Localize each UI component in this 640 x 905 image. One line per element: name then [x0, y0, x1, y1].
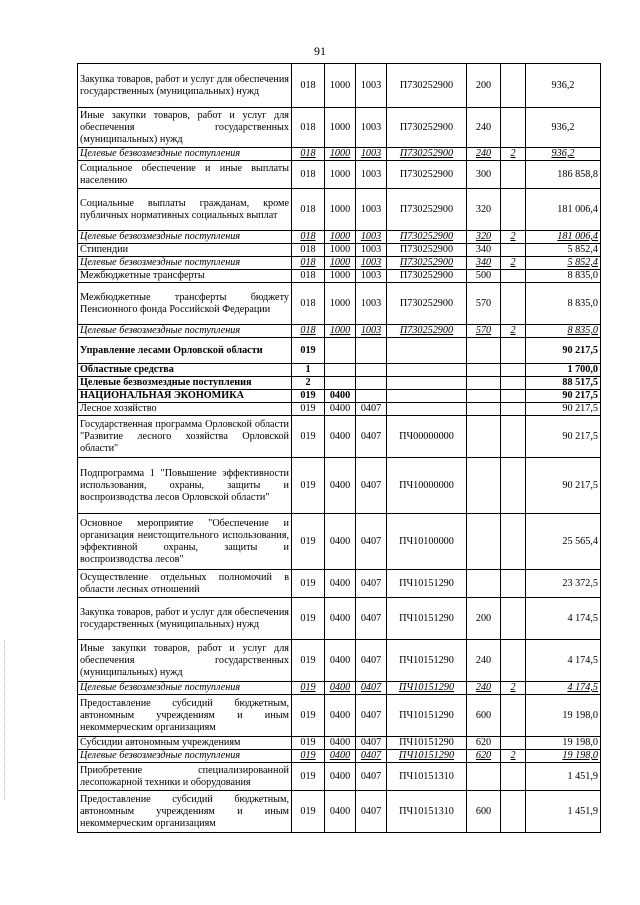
ministry-code: 019 [292, 640, 325, 682]
ministry-code: 018 [292, 270, 325, 283]
amount: 90 217,5 [526, 416, 601, 458]
target-article-code [387, 338, 467, 364]
source-code: 2 [501, 750, 526, 763]
subsection-code: 0407 [356, 640, 387, 682]
row-name: Стипендии [78, 244, 292, 257]
target-article-code: П730252900 [387, 231, 467, 244]
table-row [78, 737, 601, 750]
source-code [501, 403, 526, 416]
source-code [501, 570, 526, 598]
subsection-code: 0407 [356, 791, 387, 833]
amount: 186 858,8 [526, 161, 601, 189]
table-row [78, 791, 601, 833]
amount: 19 198,0 [526, 737, 601, 750]
table-body [78, 64, 601, 833]
row-name: Закупка товаров, работ и услуг для обеспечения государственных (муниципальных) нужд [78, 64, 292, 108]
subsection-code: 1003 [356, 283, 387, 325]
row-name: Межбюджетные трансферты [78, 270, 292, 283]
ministry-code: 019 [292, 682, 325, 695]
target-article-code: ПЧ10000000 [387, 458, 467, 514]
source-code [501, 640, 526, 682]
amount: 936,2 [526, 148, 601, 161]
row-name: Приобретение специализированной лесопожарной техники и оборудования [78, 763, 292, 791]
source-code [501, 598, 526, 640]
amount: 936,2 [526, 64, 601, 108]
table-row [78, 325, 601, 338]
subsection-code: 0407 [356, 682, 387, 695]
ministry-code: 019 [292, 458, 325, 514]
subsection-code: 1003 [356, 148, 387, 161]
source-code: 2 [501, 682, 526, 695]
table-row [78, 403, 601, 416]
subsection-code: 0407 [356, 737, 387, 750]
subsection-code [356, 390, 387, 403]
target-article-code: П730252900 [387, 148, 467, 161]
row-name: Предоставление субсидий бюджетным, автономным учреждениям и иным некоммерческим организациям [78, 695, 292, 737]
target-article-code: П730252900 [387, 244, 467, 257]
table-row [78, 377, 601, 390]
section-code: 0400 [325, 416, 356, 458]
table-row [78, 231, 601, 244]
expense-type-code: 620 [467, 737, 501, 750]
row-name: Осуществление отдельных полномочий в области лесных отношений [78, 570, 292, 598]
amount: 25 565,4 [526, 514, 601, 570]
subsection-code: 0407 [356, 750, 387, 763]
amount: 4 174,5 [526, 640, 601, 682]
subsection-code: 0407 [356, 416, 387, 458]
target-article-code: П730252900 [387, 270, 467, 283]
ministry-code: 019 [292, 791, 325, 833]
ministry-code: 019 [292, 416, 325, 458]
target-article-code: ПЧ10151290 [387, 598, 467, 640]
amount: 90 217,5 [526, 390, 601, 403]
section-code: 0400 [325, 791, 356, 833]
expense-type-code: 300 [467, 161, 501, 189]
expense-type-code: 600 [467, 791, 501, 833]
table-row [78, 695, 601, 737]
expense-type-code [467, 338, 501, 364]
expense-type-code: 200 [467, 598, 501, 640]
table-row [78, 416, 601, 458]
source-code [501, 416, 526, 458]
table-row [78, 64, 601, 108]
row-name: Целевые безвозмездные поступления [78, 682, 292, 695]
expense-type-code [467, 570, 501, 598]
amount: 1 451,9 [526, 763, 601, 791]
row-name: Основное мероприятие "Обеспечение и организация неистощительного использования, эффективной охраны, защиты и воспроизводства лесов" [78, 514, 292, 570]
source-code [501, 791, 526, 833]
expense-type-code: 570 [467, 283, 501, 325]
subsection-code [356, 377, 387, 390]
target-article-code: П730252900 [387, 189, 467, 231]
ministry-code: 019 [292, 695, 325, 737]
subsection-code: 0407 [356, 763, 387, 791]
table-row [78, 244, 601, 257]
target-article-code [387, 364, 467, 377]
ministry-code: 018 [292, 64, 325, 108]
subsection-code: 0407 [356, 570, 387, 598]
target-article-code: П730252900 [387, 257, 467, 270]
ministry-code: 019 [292, 514, 325, 570]
target-article-code [387, 377, 467, 390]
subsection-code: 1003 [356, 244, 387, 257]
table-row [78, 283, 601, 325]
ministry-code: 018 [292, 244, 325, 257]
section-code: 1000 [325, 108, 356, 148]
amount: 4 174,5 [526, 598, 601, 640]
section-code: 0400 [325, 695, 356, 737]
ministry-code: 2 [292, 377, 325, 390]
table-row [78, 189, 601, 231]
expense-type-code: 500 [467, 270, 501, 283]
table-row [78, 763, 601, 791]
table-row [78, 161, 601, 189]
target-article-code: ПЧ10151310 [387, 791, 467, 833]
target-article-code [387, 403, 467, 416]
row-name: Иные закупки товаров, работ и услуг для обеспечения государственных (муниципальных) нужд [78, 108, 292, 148]
table-row [78, 640, 601, 682]
row-name: Управление лесами Орловской области [78, 338, 292, 364]
budget-table [77, 63, 601, 833]
section-code: 1000 [325, 283, 356, 325]
section-code: 1000 [325, 244, 356, 257]
subsection-code: 1003 [356, 189, 387, 231]
ministry-code: 019 [292, 598, 325, 640]
subsection-code: 0407 [356, 695, 387, 737]
row-name: Социальные выплаты гражданам, кроме публичных нормативных социальных выплат [78, 189, 292, 231]
amount: 8 835,0 [526, 283, 601, 325]
target-article-code: ПЧ10151290 [387, 750, 467, 763]
expense-type-code [467, 763, 501, 791]
expense-type-code: 570 [467, 325, 501, 338]
source-code [501, 458, 526, 514]
subsection-code: 0407 [356, 403, 387, 416]
amount: 1 700,0 [526, 364, 601, 377]
section-code: 0400 [325, 458, 356, 514]
expense-type-code: 320 [467, 189, 501, 231]
subsection-code [356, 338, 387, 364]
section-code [325, 364, 356, 377]
expense-type-code: 620 [467, 750, 501, 763]
scan-edge-marks [4, 640, 7, 800]
amount: 90 217,5 [526, 403, 601, 416]
ministry-code: 018 [292, 161, 325, 189]
target-article-code: ПЧ10151310 [387, 763, 467, 791]
section-code: 1000 [325, 161, 356, 189]
amount: 90 217,5 [526, 458, 601, 514]
amount: 1 451,9 [526, 791, 601, 833]
subsection-code: 1003 [356, 108, 387, 148]
section-code [325, 338, 356, 364]
subsection-code: 1003 [356, 231, 387, 244]
target-article-code: П730252900 [387, 108, 467, 148]
table-row [78, 390, 601, 403]
table-row [78, 598, 601, 640]
source-code [501, 763, 526, 791]
ministry-code: 019 [292, 570, 325, 598]
source-code: 2 [501, 231, 526, 244]
ministry-code: 1 [292, 364, 325, 377]
table-row [78, 338, 601, 364]
table-row [78, 108, 601, 148]
amount: 181 006,4 [526, 231, 601, 244]
section-code: 0400 [325, 763, 356, 791]
row-name: Субсидии автономным учреждениям [78, 737, 292, 750]
subsection-code: 0407 [356, 458, 387, 514]
source-code [501, 338, 526, 364]
source-code [501, 244, 526, 257]
page-number: 91 [314, 44, 326, 58]
ministry-code: 018 [292, 283, 325, 325]
table-row [78, 270, 601, 283]
section-code: 1000 [325, 231, 356, 244]
row-name: Лесное хозяйство [78, 403, 292, 416]
expense-type-code [467, 364, 501, 377]
ministry-code: 018 [292, 257, 325, 270]
amount: 5 852,4 [526, 257, 601, 270]
row-name: Целевые безвозмездные поступления [78, 750, 292, 763]
amount: 19 198,0 [526, 695, 601, 737]
expense-type-code: 320 [467, 231, 501, 244]
section-code: 0400 [325, 570, 356, 598]
ministry-code: 018 [292, 325, 325, 338]
expense-type-code [467, 514, 501, 570]
ministry-code: 018 [292, 148, 325, 161]
row-name: Целевые безвозмездные поступления [78, 257, 292, 270]
source-code [501, 390, 526, 403]
section-code: 1000 [325, 64, 356, 108]
target-article-code: ПЧ10151290 [387, 640, 467, 682]
source-code [501, 283, 526, 325]
row-name: Государственная программа Орловской области "Развитие лесного хозяйства Орловской области" [78, 416, 292, 458]
expense-type-code: 240 [467, 682, 501, 695]
ministry-code: 019 [292, 750, 325, 763]
section-code: 1000 [325, 325, 356, 338]
target-article-code: ПЧ10151290 [387, 682, 467, 695]
source-code [501, 514, 526, 570]
target-article-code: П730252900 [387, 64, 467, 108]
source-code [501, 270, 526, 283]
source-code: 2 [501, 325, 526, 338]
subsection-code: 1003 [356, 257, 387, 270]
section-code: 1000 [325, 148, 356, 161]
target-article-code [387, 390, 467, 403]
section-code: 1000 [325, 270, 356, 283]
source-code [501, 108, 526, 148]
table-row [78, 364, 601, 377]
ministry-code: 018 [292, 108, 325, 148]
target-article-code: П730252900 [387, 325, 467, 338]
subsection-code: 0407 [356, 514, 387, 570]
section-code: 0400 [325, 514, 356, 570]
table-row [78, 257, 601, 270]
ministry-code: 019 [292, 763, 325, 791]
table-row [78, 750, 601, 763]
amount: 23 372,5 [526, 570, 601, 598]
amount: 181 006,4 [526, 189, 601, 231]
source-code [501, 64, 526, 108]
section-code: 0400 [325, 682, 356, 695]
expense-type-code [467, 416, 501, 458]
row-name: Межбюджетные трансферты бюджету Пенсионного фонда Российской Федерации [78, 283, 292, 325]
expense-type-code [467, 377, 501, 390]
source-code: 2 [501, 148, 526, 161]
subsection-code: 1003 [356, 161, 387, 189]
subsection-code: 1003 [356, 325, 387, 338]
row-name: Иные закупки товаров, работ и услуг для обеспечения государственных (муниципальных) нужд [78, 640, 292, 682]
row-name: НАЦИОНАЛЬНАЯ ЭКОНОМИКА [78, 390, 292, 403]
section-code: 0400 [325, 750, 356, 763]
amount: 8 835,0 [526, 270, 601, 283]
section-code [325, 377, 356, 390]
ministry-code: 018 [292, 231, 325, 244]
section-code: 0400 [325, 640, 356, 682]
expense-type-code: 240 [467, 640, 501, 682]
amount: 90 217,5 [526, 338, 601, 364]
target-article-code: ПЧ00000000 [387, 416, 467, 458]
source-code [501, 695, 526, 737]
amount: 19 198,0 [526, 750, 601, 763]
section-code: 1000 [325, 257, 356, 270]
ministry-code: 019 [292, 390, 325, 403]
row-name: Целевые безвозмездные поступления [78, 231, 292, 244]
amount: 88 517,5 [526, 377, 601, 390]
row-name: Целевые безвозмездные поступления [78, 377, 292, 390]
expense-type-code: 340 [467, 257, 501, 270]
target-article-code: П730252900 [387, 161, 467, 189]
expense-type-code [467, 458, 501, 514]
row-name: Целевые безвозмездные поступления [78, 148, 292, 161]
amount: 4 174,5 [526, 682, 601, 695]
source-code [501, 364, 526, 377]
subsection-code: 1003 [356, 64, 387, 108]
expense-type-code [467, 403, 501, 416]
expense-type-code [467, 390, 501, 403]
row-name: Подпрограмма 1 "Повышение эффективности использования, охраны, защиты и воспроизводства лесов Орловской области" [78, 458, 292, 514]
ministry-code: 018 [292, 189, 325, 231]
ministry-code: 019 [292, 403, 325, 416]
row-name: Закупка товаров, работ и услуг для обеспечения государственных (муниципальных) нужд [78, 598, 292, 640]
section-code: 0400 [325, 390, 356, 403]
source-code [501, 377, 526, 390]
section-code: 0400 [325, 737, 356, 750]
table-row [78, 458, 601, 514]
amount: 936,2 [526, 108, 601, 148]
section-code: 1000 [325, 189, 356, 231]
section-code: 0400 [325, 598, 356, 640]
subsection-code [356, 364, 387, 377]
subsection-code: 1003 [356, 270, 387, 283]
expense-type-code: 340 [467, 244, 501, 257]
table-row [78, 514, 601, 570]
source-code [501, 737, 526, 750]
target-article-code: ПЧ10151290 [387, 695, 467, 737]
subsection-code: 0407 [356, 598, 387, 640]
target-article-code: ПЧ10100000 [387, 514, 467, 570]
target-article-code: П730252900 [387, 283, 467, 325]
source-code [501, 161, 526, 189]
source-code [501, 189, 526, 231]
ministry-code: 019 [292, 737, 325, 750]
source-code: 2 [501, 257, 526, 270]
table-row [78, 682, 601, 695]
amount: 8 835,0 [526, 325, 601, 338]
amount: 5 852,4 [526, 244, 601, 257]
table-row [78, 570, 601, 598]
expense-type-code: 240 [467, 148, 501, 161]
target-article-code: ПЧ10151290 [387, 737, 467, 750]
row-name: Областные средства [78, 364, 292, 377]
row-name: Социальное обеспечение и иные выплаты населению [78, 161, 292, 189]
expense-type-code: 240 [467, 108, 501, 148]
ministry-code: 019 [292, 338, 325, 364]
expense-type-code: 200 [467, 64, 501, 108]
expense-type-code: 600 [467, 695, 501, 737]
table-row [78, 148, 601, 161]
section-code: 0400 [325, 403, 356, 416]
row-name: Предоставление субсидий бюджетным, автономным учреждениям и иным некоммерческим организациям [78, 791, 292, 833]
target-article-code: ПЧ10151290 [387, 570, 467, 598]
row-name: Целевые безвозмездные поступления [78, 325, 292, 338]
